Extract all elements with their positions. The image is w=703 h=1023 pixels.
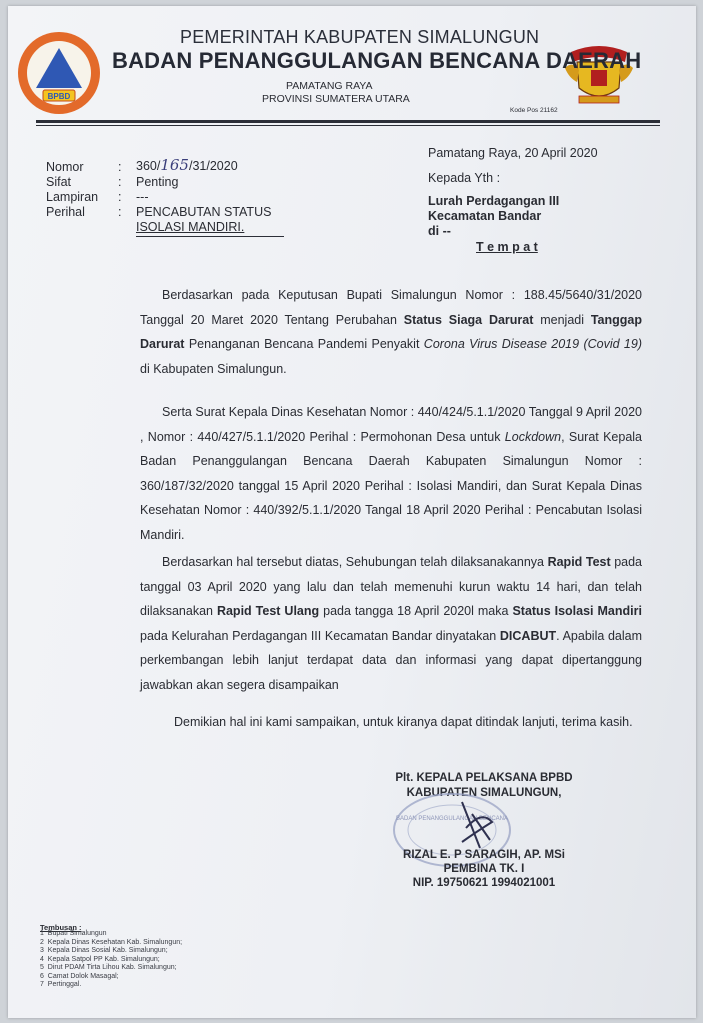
p2-italic: Lockdown [504, 429, 562, 444]
p3-bold: Rapid Test Ulang [216, 604, 320, 618]
p3-text: . Apabila dalam perkembangan lebih lanjut terdapat data dan informasi yang dapat dipertanggung jawabkan akan segera disampaikan [140, 628, 643, 692]
paragraph-1 [140, 283, 642, 381]
header-rule-thick [36, 120, 660, 123]
paragraph-3 [140, 550, 642, 697]
p3-text: pada tangga 18 April 2020l maka [319, 604, 513, 618]
p3-text: pada Kelurahan Perdagangan III Kecamatan Bandar dinyatakan [140, 628, 500, 643]
letterhead-line3: PAMATANG RAYA [286, 80, 373, 92]
addressee-tempat: T e m p a t [476, 240, 538, 254]
kepada-yth: Kepada Yth : [428, 171, 501, 185]
addressee-di: di -- [428, 224, 451, 238]
p1-bold: Tanggap Darurat [140, 312, 642, 351]
bpbd-logo [16, 30, 102, 116]
paragraph-4 [128, 710, 642, 735]
tembusan-item-text: Bupati Simalungun [47, 930, 107, 937]
place-date: Pamatang Raya, 20 April 2020 [428, 146, 598, 160]
nomor-prefix: 360/ [136, 159, 161, 173]
label-nomor: Nomor [46, 160, 84, 174]
signature-title-1: Plt. KEPALA PELAKSANA BPBD [395, 772, 573, 784]
p1-bold: Status Siaga Darurat [403, 312, 534, 327]
p3-bold: DICABUT [499, 628, 557, 643]
p3-bold: Status Isolasi Mandiri [512, 604, 642, 618]
colon: : [118, 190, 122, 204]
letterhead-line2: BADAN PENANGGULANGAN BENCANA DAERAH [112, 48, 642, 73]
perihal-underline [136, 236, 284, 237]
p1-text: menjadi [533, 312, 591, 327]
p1-text: di Kabupaten Simalungun. [140, 361, 287, 376]
perihal-line1: PENCABUTAN STATUS [136, 205, 272, 219]
colon: : [118, 160, 122, 174]
tembusan-item: 6 Camat Dolok Masagal; [40, 972, 119, 980]
p2-text: Serta Surat Kepala Dinas Kesehatan Nomor : 440/424/5.1.1/2020 Tanggal 9 April 2020 , Nomor : 440/427/5.1.1/2020 Perihal : Permohonan Desa untuk [140, 405, 642, 444]
stamp-text: BADAN PENANGGULANGAN BENCANA [395, 816, 509, 822]
label-sifat: Sifat [46, 175, 72, 189]
p1-text: Berdasarkan pada Keputusan Bupati Simalungun Nomor : 188.45/5640/31/2020 Tanggal 20 Maret 2020 Tentang Perubahan [140, 288, 642, 327]
nomor-handwritten: 165 [160, 156, 189, 174]
tembusan-item: 5 Dirut PDAM Tirta Lihou Kab. Simalungun; [40, 964, 177, 971]
p4-text: Demikian hal ini kami sampaikan, untuk kiranya dapat ditindak lanjuti, terima kasih. [174, 715, 633, 729]
paragraph-2 [140, 400, 642, 547]
tembusan-item: 4 Kepala Satpol PP Kab. Simalungun; [40, 955, 160, 963]
tembusan-list [40, 930, 182, 990]
bpbd-logo-text: BPBD [47, 92, 71, 101]
tembusan-item: 3 Kepala Dinas Sosial Kab. Simalungun; [40, 947, 168, 954]
signatory-rank: PEMBINA TK. I [443, 863, 525, 875]
tembusan-item: 7 Pertinggal. [40, 981, 82, 988]
perihal-line2: ISOLASI MANDIRI. [136, 220, 245, 234]
signatory-name: RIZAL E. P SARAGIH, AP. MSi [403, 849, 565, 861]
sifat-value: Penting [136, 175, 179, 189]
tembusan-title: Tembusan : [40, 923, 82, 932]
tembusan-item-text: Kepala Dinas Sosial Kab. Simalungun; [47, 947, 168, 954]
addressee-name: Lurah Perdagangan III [428, 194, 560, 208]
signatory-nip: NIP. 19750621 1994021001 [412, 877, 556, 889]
nomor-value [136, 158, 238, 174]
tembusan-item-text: Dirut PDAM Tirta Lihou Kab. Simalungun; [47, 964, 177, 971]
p3-bold: Rapid Test [547, 555, 611, 569]
p3-text: pada tanggal 03 April 2020 yang lalu dan telah memenuhi kurun waktu 14 hari, dan telah dilaksanakan [140, 555, 643, 618]
tembusan-item: 1 Bupati Simalungun [40, 930, 107, 937]
signature-title-2: KABUPATEN SIMALUNGUN, [406, 787, 562, 799]
colon: : [118, 205, 122, 219]
header-rule-thin [36, 125, 660, 126]
p2-text: , Surat Kepala Badan Penanggulangan Bencana Daerah Kabupaten Simalungun Nomor : 360/187/32/2020 tanggal 15 April 2020 Perihal : Isolasi Mandiri, dan Surat Kepala Dinas Kesehatan Nomor : 440/392/5.1.1/2020 Tangal 18 April 2020 Perihal : Pencabutan Isolasi Mandiri. [140, 429, 643, 542]
p1-italic: Corona Virus Disease 2019 (Covid 19) [423, 337, 642, 351]
addressee-kecamatan: Kecamatan Bandar [428, 209, 542, 223]
postal-code: Kode Pos 21162 [510, 107, 558, 114]
letterhead-line1: PEMERINTAH KABUPATEN SIMALUNGUN [180, 27, 540, 47]
nomor-suffix: /31/2020 [188, 159, 238, 173]
p1-text: Penanganan Bencana Pandemi Penyakit [184, 337, 424, 351]
tembusan-item-text: Kepala Dinas Kesehatan Kab. Simalungun; [47, 938, 183, 946]
tembusan-item-text: Camat Dolok Masagal; [47, 972, 119, 980]
tembusan-item: 2 Kepala Dinas Kesehatan Kab. Simalungun; [40, 938, 183, 946]
tembusan-item-text: Pertinggal. [47, 981, 82, 988]
letterhead-line4: PROVINSI SUMATERA UTARA [262, 93, 410, 105]
p3-text: Berdasarkan hal tersebut diatas, Sehubungan telah dilaksanakannya [162, 555, 548, 569]
colon: : [118, 175, 122, 189]
label-lampiran: Lampiran [46, 190, 99, 204]
label-perihal: Perihal [46, 205, 85, 219]
lampiran-value: --- [136, 190, 149, 204]
tembusan-item-text: Kepala Satpol PP Kab. Simalungun; [47, 955, 160, 963]
